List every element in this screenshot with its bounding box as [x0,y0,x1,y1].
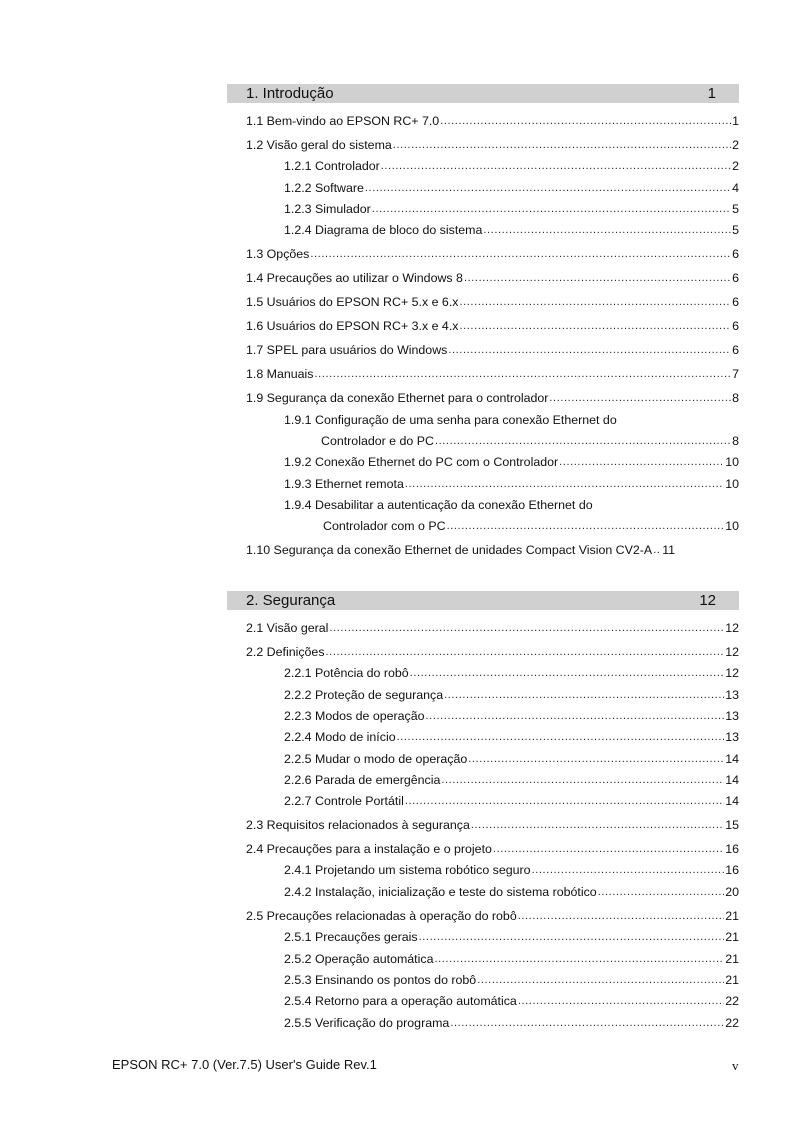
toc-entry[interactable] [246,246,739,262]
dot-leader [517,908,724,924]
toc-entry[interactable] [284,993,739,1009]
toc-entry-page: 6 [732,295,739,309]
chapter-page: 1 [707,85,716,102]
footer-page-number: v [732,1058,739,1073]
toc-entry-page: 6 [732,247,739,261]
toc-entry[interactable] [284,751,739,767]
chapter-title: 1. Introdução [246,85,334,102]
toc-entry-label: 2.1 Visão geral [246,621,329,635]
toc-entry-label: 1.2.1 Controlador [284,159,380,173]
dot-leader [396,729,725,745]
toc-entry[interactable] [284,665,739,681]
toc-entry-label: 1.1 Bem-vindo ao EPSON RC+ 7.0 [246,114,440,128]
toc-entry-label: 2.4.2 Instalação, inicialização e teste do sistema robótico [284,885,597,899]
toc-entry-label-line1[interactable]: 1.9.1 Configuração de uma senha para conexão Ethernet do [284,413,617,427]
dot-leader [467,751,724,767]
toc-entry[interactable] [246,113,739,129]
dot-leader [409,665,725,681]
dot-leader [517,993,724,1009]
toc-entry-label: 1.2.4 Diagrama de bloco do sistema [284,223,483,237]
toc-entry-page: 14 [725,794,739,808]
dot-leader [433,951,724,967]
dot-leader [439,113,731,129]
toc-entry-page: 16 [725,842,739,856]
dot-leader [446,518,725,534]
toc-entry[interactable] [246,390,739,406]
dot-leader [470,817,724,833]
toc-entry-label: 1.2.2 Software [284,181,364,195]
dot-leader [325,644,725,660]
toc-entry-label: 2.2.1 Potência do robô [284,666,409,680]
toc-entry-label: 2.4 Precauções para a instalação e o projeto [246,842,492,856]
toc-entry-label: 2.2 Definições [246,645,325,659]
dot-leader [392,137,731,153]
toc-entry-page: 2 [732,138,739,152]
toc-entry-page: 7 [732,367,739,381]
dot-leader [418,929,725,945]
toc-entry[interactable] [246,542,733,558]
toc-entry[interactable] [284,929,739,945]
toc-entry[interactable] [246,294,739,310]
toc-entry-label: 1.10 Segurança da conexão Ethernet de unidades Compact Vision CV2-A [246,543,653,557]
toc-entry-label: 2.2.4 Modo de início [284,730,396,744]
toc-entry-label: 2.5.5 Verificação do programa [284,1016,450,1030]
toc-entry-page: 6 [732,271,739,285]
toc-entry-page: 8 [732,434,739,448]
toc-entry[interactable] [284,222,739,238]
toc-entry-label: 1.7 SPEL para usuários do Windows [246,343,448,357]
toc-entry-page: 12 [725,666,739,680]
toc-entry[interactable] [284,687,739,703]
toc-entry[interactable] [284,1015,739,1031]
chapter-heading[interactable] [227,591,739,610]
toc-entry-label: 1.9 Segurança da conexão Ethernet para o controlador [246,391,549,405]
toc-entry-label: 1.9.2 Conexão Ethernet do PC com o Controlador [284,455,559,469]
dot-leader [371,201,731,217]
toc-entry-label: 1.2 Visão geral do sistema [246,138,392,152]
toc-entry-page: 22 [725,994,739,1008]
toc-entry-page: 20 [725,885,739,899]
toc-entry-page: 21 [725,952,739,966]
toc-entry-page: 5 [732,202,739,216]
dot-leader [425,708,725,724]
dot-leader [652,542,661,558]
dot-leader [440,772,724,788]
dot-leader [443,687,724,703]
chapter-page: 12 [699,592,716,609]
toc-entry-page: 6 [732,319,739,333]
toc-entry-label: 1.2.3 Simulador [284,202,371,216]
dot-leader [449,1015,724,1031]
dot-leader [458,294,731,310]
dot-leader [531,862,725,878]
dot-leader [492,841,724,857]
toc-entry-label: 1.8 Manuais [246,367,314,381]
dot-leader [447,342,731,358]
dot-leader [458,318,731,334]
dot-leader [404,793,724,809]
toc-entry[interactable] [284,708,739,724]
toc-entry-label: 1.3 Opções [246,247,310,261]
toc-entry[interactable] [246,644,739,660]
toc-entry-label-line1[interactable]: 1.9.4 Desabilitar a autenticação da conexão Ethernet do [284,498,593,512]
toc-entry-page: 14 [725,773,739,787]
dot-leader [404,476,724,492]
toc-entry-page: 1 [732,114,739,128]
toc-entry-label: 2.5.4 Retorno para a operação automática [284,994,517,1008]
toc-entry[interactable] [246,817,739,833]
toc-entry-label: 2.2.7 Controle Portátil [284,794,404,808]
toc-entry-page: 4 [732,181,739,195]
toc-entry[interactable] [284,201,739,217]
toc-entry[interactable] [246,908,739,924]
toc-entry[interactable] [246,270,739,286]
dot-leader [558,454,724,470]
dot-leader [482,222,731,238]
toc-entry-label: 2.5.3 Ensinando os pontos do robô [284,973,477,987]
dot-leader [434,433,731,449]
toc-entry-page: 5 [732,223,739,237]
toc-entry[interactable] [284,454,739,470]
toc-entry[interactable] [284,884,739,900]
dot-leader [309,246,731,262]
toc-entry[interactable] [323,518,739,534]
toc-entry-page: 2 [732,159,739,173]
toc-entry[interactable] [246,342,739,358]
dot-leader [548,390,731,406]
chapter-heading[interactable] [227,84,739,103]
toc-entry-page: 12 [725,621,739,635]
toc-entry[interactable] [284,180,739,196]
toc-entry-label: 2.2.6 Parada de emergência [284,773,441,787]
toc-entry-label: 2.2.3 Modos de operação [284,709,425,723]
toc-entry[interactable] [284,772,739,788]
toc-entry[interactable] [321,433,739,449]
toc-entry-label: 1.5 Usuários do EPSON RC+ 5.x e 6.x [246,295,459,309]
toc-entry-page: 12 [725,645,739,659]
toc-entry[interactable] [284,476,739,492]
toc-entry[interactable] [246,620,739,636]
toc-entry[interactable] [284,862,739,878]
toc-entry[interactable] [284,793,739,809]
toc-entry-label: 2.5.2 Operação automática [284,952,434,966]
dot-leader [328,620,724,636]
toc-entry-page: 21 [725,930,739,944]
toc-entry-page: 10 [725,477,739,491]
toc-entry-page: 14 [725,752,739,766]
dot-leader [476,972,724,988]
toc-entry-page: 10 [725,519,739,533]
toc-entry-label: 2.4.1 Projetando um sistema robótico seguro [284,863,531,877]
toc-entry-page: 10 [725,455,739,469]
dot-leader [380,158,731,174]
toc-entry[interactable] [284,158,739,174]
dot-leader [597,884,725,900]
dot-leader [364,180,731,196]
toc-entry[interactable] [284,951,739,967]
toc-entry-label: 1.4 Precauções ao utilizar o Windows 8 [246,271,463,285]
footer-title: EPSON RC+ 7.0 (Ver.7.5) User's Guide Rev.1 [112,1057,377,1072]
toc-entry-label: 1.9.3 Ethernet remota [284,477,404,491]
toc-entry[interactable] [246,318,739,334]
toc-entry-page: 22 [725,1016,739,1030]
toc-entry-label: 2.3 Requisitos relacionados à segurança [246,818,470,832]
toc-entry-page: 13 [725,730,739,744]
toc-entry-label: Controlador com o PC [323,519,446,533]
dot-leader [463,270,731,286]
toc-entry-page: 13 [725,709,739,723]
toc-entry-page: 16 [725,863,739,877]
toc-entry-label: 2.2.2 Proteção de segurança [284,688,444,702]
toc-entry[interactable] [246,137,739,153]
toc-entry-page: 15 [725,818,739,832]
toc-entry[interactable] [246,841,739,857]
toc-entry[interactable] [284,729,739,745]
toc-entry-label: 1.6 Usuários do EPSON RC+ 3.x e 4.x [246,319,459,333]
toc-entry-page: 11 [662,543,676,557]
toc-entry-page: 13 [725,688,739,702]
toc-entry-page: 8 [732,391,739,405]
toc-entry-page: 21 [725,973,739,987]
toc-entry[interactable] [284,972,739,988]
dot-leader [314,366,732,382]
toc-entry-page: 6 [732,343,739,357]
toc-entry-label: 2.2.5 Mudar o modo de operação [284,752,468,766]
toc-entry-label: 2.5 Precauções relacionadas à operação do robô [246,909,517,923]
toc-entry-page: 21 [725,909,739,923]
toc-entry-label: Controlador e do PC [321,434,434,448]
toc-entry-label: 2.5.1 Precauções gerais [284,930,418,944]
toc-entry[interactable] [246,366,739,382]
chapter-title: 2. Segurança [246,592,336,609]
